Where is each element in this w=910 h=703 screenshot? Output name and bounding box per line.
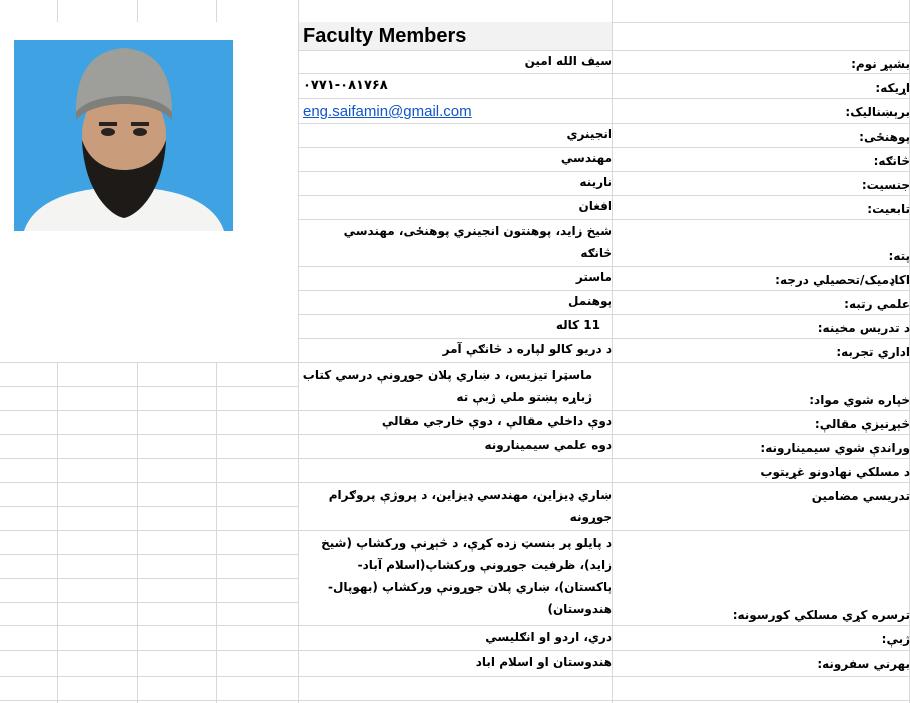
value-foreign-travels: هندوستان او اسلام اباد bbox=[475, 655, 612, 669]
label-seminars: وراندې شوي سیمینارونه: bbox=[760, 441, 910, 455]
label-department: څانګه: bbox=[873, 154, 910, 168]
value-contact: ۰۷۷۱-۰۸۱۷۶۸ bbox=[303, 78, 388, 93]
label-publications: خپاره شوي مواد: bbox=[809, 393, 910, 407]
label-admin-experience: اداري تجربه: bbox=[836, 345, 910, 359]
page-title: Faculty Members bbox=[303, 25, 467, 47]
label-address: پته: bbox=[888, 249, 910, 263]
value-languages: دري، اردو او انګلیسي bbox=[485, 630, 612, 644]
label-nationality: تابعیت: bbox=[867, 202, 910, 216]
label-academic-degree: اکاډمیک/تحصیلي درجه: bbox=[775, 273, 910, 287]
label-languages: ژبې: bbox=[881, 632, 910, 646]
portrait-image bbox=[14, 40, 233, 231]
value-nationality: افغان bbox=[578, 199, 612, 213]
label-research-articles: څېړنيزې مقالې: bbox=[814, 417, 910, 431]
value-faculty: انجینري bbox=[566, 127, 612, 141]
label-foreign-travels: بهرني سفرونه: bbox=[817, 657, 910, 671]
label-full-name: بشپړ نوم: bbox=[851, 57, 910, 71]
value-publications: ماسټرا تیزیس، د ښاري پلان جوړونې درسي کتاب ژباړه پښتو ملي ژبې ته bbox=[302, 368, 592, 404]
label-teaching-subjects: تدریسي مضامین bbox=[811, 489, 910, 503]
label-email: برېښنالیک: bbox=[845, 105, 910, 119]
value-gender: نارینه bbox=[579, 175, 612, 189]
value-courses: د پایلو پر بنسټ زده کړې، د څېړنې ورکشاپ (شیخ زاید)، ظرفیت جوړونې ورکشاپ(اسلام آباد- پاکستان)، ښاري پلان جوړونې ورکشاپ (بهوپال- هندوستان) bbox=[321, 536, 612, 616]
label-courses: ترسره کړي مسلکي کورسونه: bbox=[732, 608, 910, 622]
value-seminars: دوه علمي سیمینارونه bbox=[484, 438, 612, 452]
label-professional-memberships: د مسلکي نهادونو غړیتوب bbox=[760, 465, 910, 479]
value-teaching-subjects: ښاري ډیزاین، مهندسي ډیزاین، د پروژې پروګرام جوړونه bbox=[328, 488, 612, 524]
label-contact: اړیکه: bbox=[875, 81, 910, 95]
label-academic-rank: علمي رتبه: bbox=[844, 297, 910, 311]
value-research-articles: دوې داخلي مقالې ، دوې خارجي مقالې bbox=[381, 414, 612, 428]
value-department: مهندسي bbox=[560, 151, 612, 165]
profile-photo bbox=[14, 40, 233, 231]
value-admin-experience: د دریو کالو لپاره د څانګې آمر bbox=[442, 342, 612, 356]
email-link[interactable]: eng.saifamin@gmail.com bbox=[303, 103, 472, 120]
value-address: شیخ زاید، پوهنتون انجینري پوهنځی، مهندسي څانګه bbox=[343, 224, 612, 260]
label-faculty: پوهنځی: bbox=[859, 130, 910, 144]
value-academic-degree: ماستر bbox=[575, 270, 612, 284]
label-teaching-history: د تدریس مخینه: bbox=[817, 321, 910, 335]
value-teaching-history: 11 کاله bbox=[555, 318, 600, 332]
value-full-name: سیف الله امین bbox=[524, 54, 612, 68]
value-academic-rank: پوهنمل bbox=[567, 294, 612, 308]
label-gender: جنسیت: bbox=[861, 178, 910, 192]
